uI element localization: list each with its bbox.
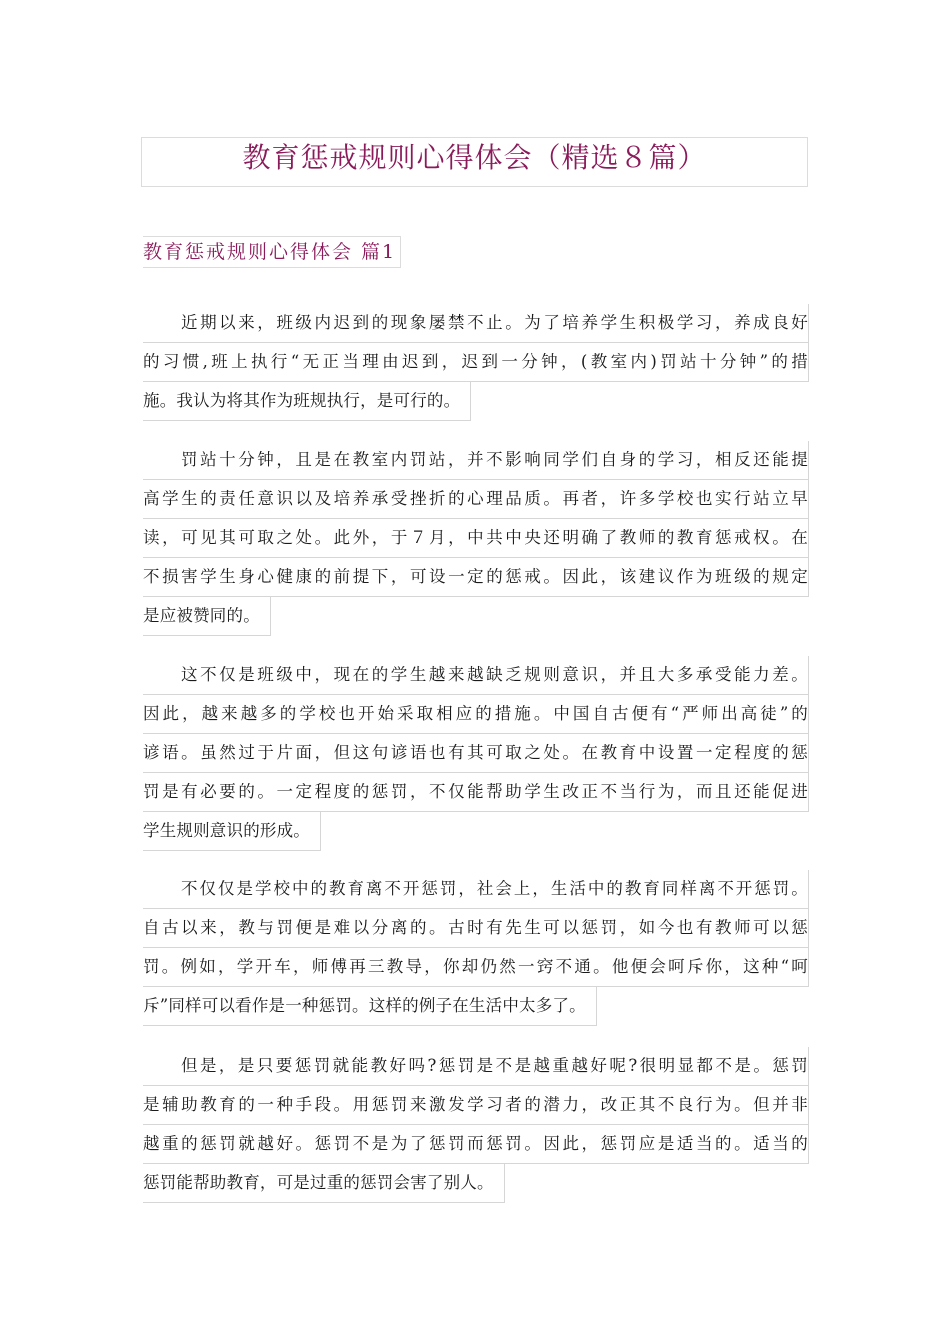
paragraph-3 <box>143 656 809 855</box>
section-heading: 教育惩戒规则心得体会 篇1 <box>143 236 401 268</box>
paragraph-line: 罚是有必要的。一定程度的惩罚，不仅能帮助学生改正不当行为，而且还能促进 <box>143 773 809 812</box>
paragraph-4 <box>143 870 809 1030</box>
paragraph-line: 因此，越来越多的学校也开始采取相应的措施。中国自古便有“严师出高徒”的 <box>143 695 809 734</box>
paragraph-line: 近期以来，班级内迟到的现象屡禁不止。为了培养学生积极学习，养成良好 <box>143 304 809 343</box>
paragraph-5 <box>143 1047 809 1207</box>
paragraph-line: 这不仅是班级中，现在的学生越来越缺乏规则意识，并且大多承受能力差。 <box>143 656 809 695</box>
paragraph-line: 高学生的责任意识以及培养承受挫折的心理品质。再者，许多学校也实行站立早 <box>143 480 809 519</box>
paragraph-line: 但是，是只要惩罚就能教好吗?惩罚是不是越重越好呢?很明显都不是。惩罚 <box>143 1047 809 1086</box>
paragraph-line: 谚语。虽然过于片面，但这句谚语也有其可取之处。在教育中设置一定程度的惩 <box>143 734 809 773</box>
paragraph-line: 不仅仅是学校中的教育离不开惩罚，社会上，生活中的教育同样离不开惩罚。 <box>143 870 809 909</box>
paragraph-line: 的习惯,班上执行“无正当理由迟到，迟到一分钟，(教室内)罚站十分钟”的措 <box>143 343 809 382</box>
paragraph-line: 自古以来，教与罚便是难以分离的。古时有先生可以惩罚，如今也有教师可以惩 <box>143 909 809 948</box>
paragraph-line: 不损害学生身心健康的前提下，可设一定的惩戒。因此，该建议作为班级的规定 <box>143 558 809 597</box>
paragraph-line: 惩罚能帮助教育，可是过重的惩罚会害了别人。 <box>143 1164 505 1203</box>
paragraph-line: 读，可见其可取之处。此外，于７月，中共中央还明确了教师的教育惩戒权。在 <box>143 519 809 558</box>
paragraph-1 <box>143 304 809 425</box>
title-box <box>141 137 808 187</box>
paragraph-line: 越重的惩罚就越好。惩罚不是为了惩罚而惩罚。因此，惩罚应是适当的。适当的 <box>143 1125 809 1164</box>
paragraph-line: 是应被赞同的。 <box>143 597 271 636</box>
document-title: 教育惩戒规则心得体会（精选８篇） <box>242 141 707 174</box>
paragraph-line: 是辅助教育的一种手段。用惩罚来激发学习者的潜力，改正其不良行为。但并非 <box>143 1086 809 1125</box>
paragraph-2 <box>143 441 809 640</box>
paragraph-line: 斥”同样可以看作是一种惩罚。这样的例子在生活中太多了。 <box>143 987 597 1026</box>
paragraph-line: 学生规则意识的形成。 <box>143 812 321 851</box>
paragraph-line: 施。我认为将其作为班规执行，是可行的。 <box>143 382 471 421</box>
paragraph-line: 罚站十分钟，且是在教室内罚站，并不影响同学们自身的学习，相反还能提 <box>143 441 809 480</box>
paragraph-line: 罚。例如，学开车，师傅再三教导，你却仍然一窍不通。他便会呵斥你，这种“呵 <box>143 948 809 987</box>
